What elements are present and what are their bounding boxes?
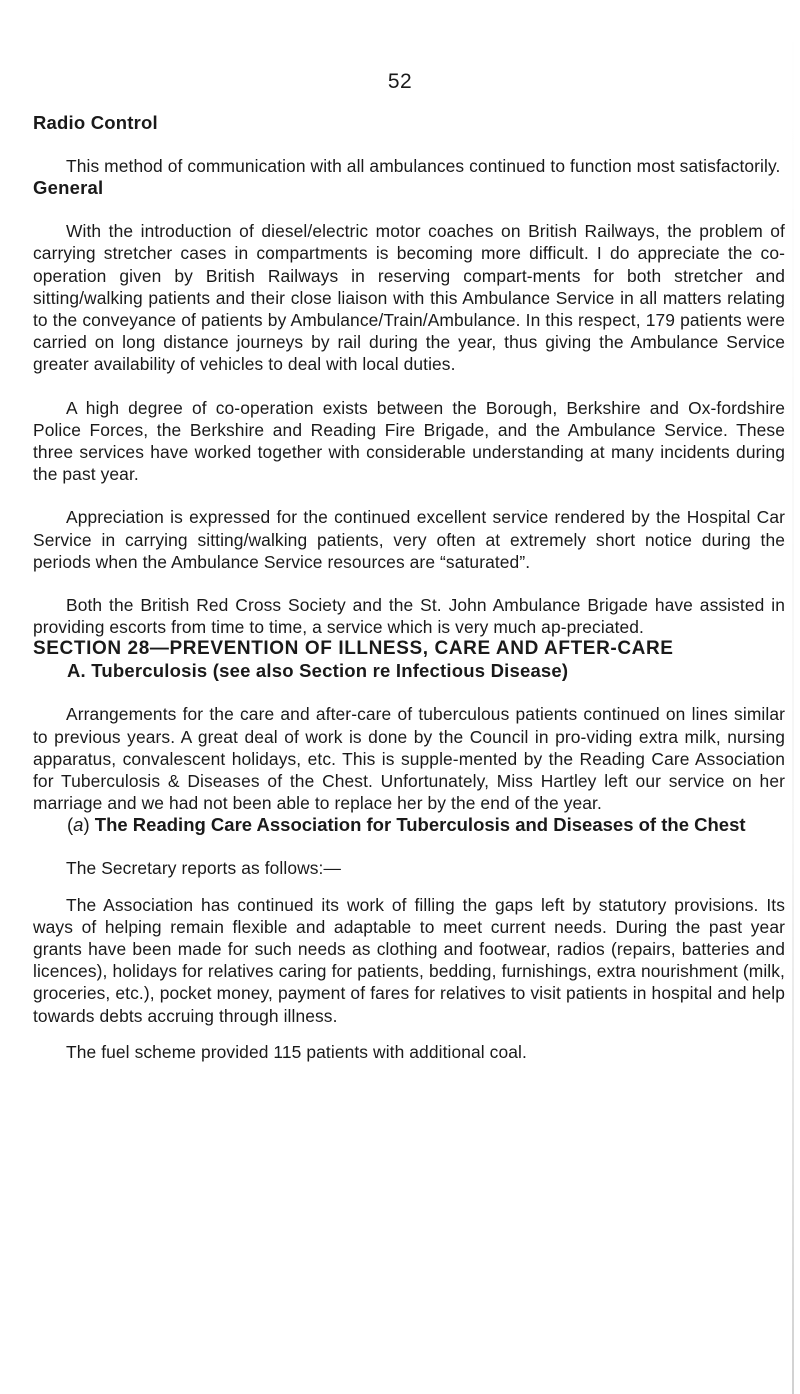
general-heading: General — [33, 177, 104, 199]
radio-control-paragraph: This method of communication with all ambulances continued to function most satisfactorily. — [66, 156, 781, 176]
fuel-scheme-paragraph: The fuel scheme provided 115 patients with additional coal. — [66, 1041, 527, 1062]
general-paragraph-cooperation: A high degree of co-operation exists between the Borough, Berkshire and Ox-fordshire Police Forces, the Berkshire and Reading Fire Brigade, and the Ambulance Service. These three services have worked together with considerable understanding at many incidents during the past year. — [33, 397, 785, 485]
tuberculosis-paragraph: Arrangements for the care and after-care of tuberculous patients continued on lines similar to previous years. A great deal of work is done by the Council in pro-viding extra milk, nursing apparatus, convalescent holidays, etc. This is supple-mented by the Reading Care Association for Tuberculosis & Diseases of the Chest. Unfortunately, Miss Hartley left our service on her marriage and we had not been able to replace her by the end of the year. — [33, 704, 785, 814]
general-paragraph-escorts: Both the British Red Cross Society and the St. John Ambulance Brigade have assisted in providing escorts from time to time, a service which is very much ap-preciated. — [33, 595, 785, 638]
association-work-paragraph: The Association has continued its work of filling the gaps left by statutory provisions. Its ways of helping remain flexible and adaptable to meet current needs. During the past year grants have been made for such needs as clothing and footwear, radios (repairs, batteries and licences), holidays for relatives caring for patients, bedding, furnishings, extra nourishment (milk, groceries, etc.), pocket money, payment of fares for relatives to visit patients in hospital and help towards debts accruing through illness. — [33, 894, 785, 1026]
item-marker: (a) — [67, 814, 90, 836]
page-content — [33, 112, 785, 1063]
page-number: 52 — [387, 70, 413, 93]
scan-edge-shadow — [792, 0, 794, 1394]
section-28-title: SECTION 28—PREVENTION OF ILLNESS, CARE AND AFTER-CARE — [33, 638, 674, 660]
radio-control-heading: Radio Control — [33, 112, 158, 133]
item-heading-text: The Reading Care Association for Tuberculosis and Diseases of the Chest — [94, 814, 746, 836]
tuberculosis-heading: A. Tuberculosis (see also Section re Infectious Disease) — [67, 660, 569, 682]
reading-care-association-heading — [33, 814, 785, 836]
secretary-report-intro: The Secretary reports as follows:— — [66, 858, 341, 879]
general-paragraph-railways: With the introduction of diesel/electric motor coaches on British Railways, the problem of carrying stretcher cases in compartments is becoming more difficult. I do appreciate the co-operation given by British Railways in reserving compart-ments for both stretcher and sitting/walking patients and their close liaison with this Ambulance Service in all matters relating to the conveyance of patients by Ambulance/Train/Ambulance. In this respect, 179 patients were carried on long distance journeys by rail during the year, thus giving the Ambulance Service greater availability of vehicles to deal with local duties. — [33, 221, 785, 375]
general-paragraph-hospital-car: Appreciation is expressed for the continued excellent service rendered by the Hospital Car Service in carrying sitting/walking patients, very often at extremely short notice during the periods when the Ambulance Service resources are “saturated”. — [33, 507, 785, 572]
